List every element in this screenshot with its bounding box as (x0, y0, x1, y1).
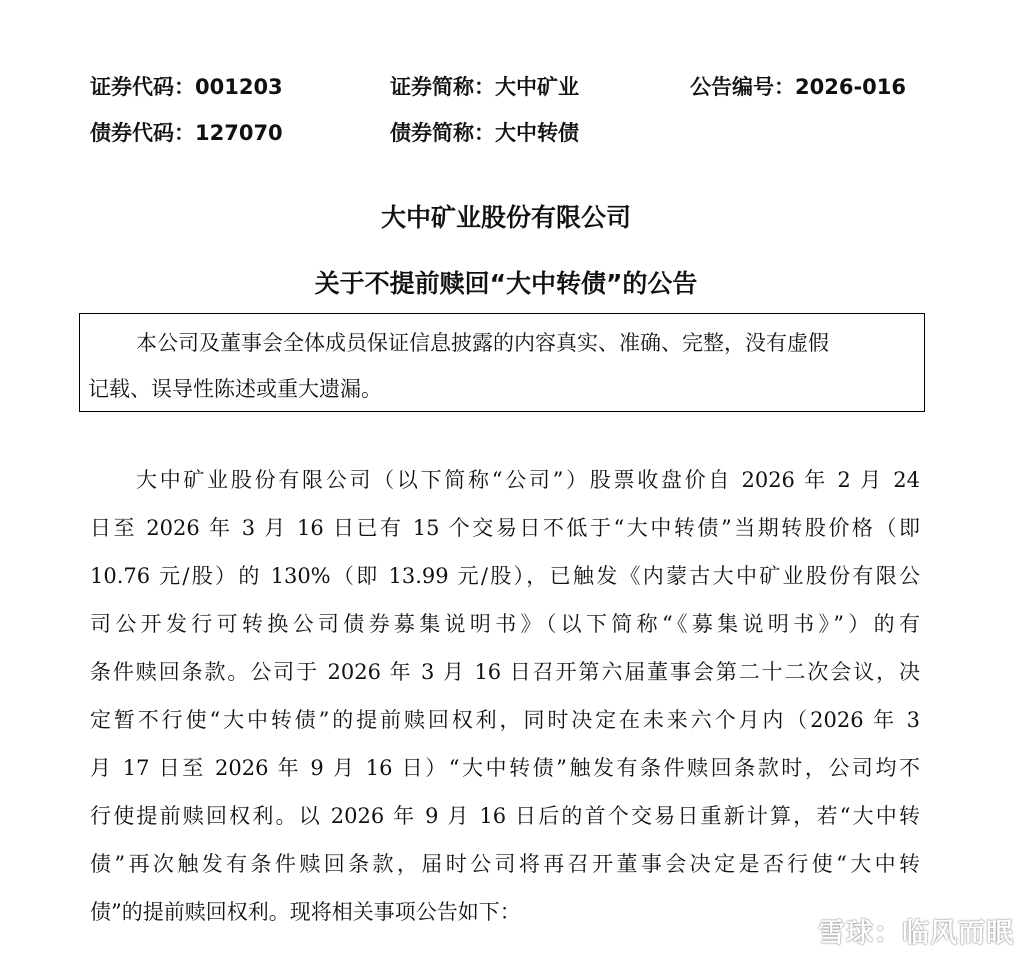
announcement-number: 公告编号：2026-016 (690, 75, 906, 99)
paragraph-line: 定暂不行使“大中转债”的提前赎回权利，同时决定在未来六个月内（2026 年 3 (90, 708, 920, 732)
stock-code: 证券代码：001203 (90, 75, 283, 99)
company-title: 大中矿业股份有限公司 (380, 203, 631, 232)
paragraph-line: 债”再次触发有条件赎回条款，届时公司将再召开董事会决定是否行使“大中转 (90, 852, 920, 876)
watermark (776, 906, 1014, 954)
watermark-text: 雪球：临风而眠 (818, 917, 1014, 949)
disclaimer-box (79, 313, 925, 412)
paragraph-line: 债”的提前赎回权利。现将相关事项公告如下： (90, 900, 521, 924)
disclaimer-line: 本公司及董事会全体成员保证信息披露的内容真实、准确、完整，没有虚假 (136, 331, 829, 355)
bond-code: 债券代码：127070 (90, 121, 283, 145)
announcement-title: 关于不提前赎回“大中转债”的公告 (314, 269, 698, 298)
paragraph-line: 大中矿业股份有限公司（以下简称“公司”）股票收盘价自 2026 年 2 月 24 (136, 468, 920, 492)
bond-abbreviation: 债券简称：大中转债 (390, 121, 579, 145)
paragraph-line: 日至 2026 年 3 月 16 日已有 15 个交易日不低于“大中转债”当期转股价格（即 (90, 516, 920, 540)
paragraph-line: 月 17 日至 2026 年 9 月 16 日）“大中转债”触发有条件赎回条款时，公司均不 (90, 756, 920, 780)
snowball-logo-icon (776, 913, 810, 947)
paragraph-line: 10.76 元/股）的 130%（即 13.99 元/股），已触发《内蒙古大中矿业股份有限公 (90, 564, 920, 588)
disclaimer-line: 记载、误导性陈述或重大遗漏。 (88, 377, 382, 401)
header-row-bond (0, 113, 1032, 153)
paragraph-line: 司公开发行可转换公司债券募集说明书》（以下简称“《募集说明书》”）的有 (90, 612, 920, 636)
paragraph-line: 条件赎回条款。公司于 2026 年 3 月 16 日召开第六届董事会第二十二次会议，决 (90, 660, 920, 684)
paragraph-line: 行使提前赎回权利。以 2026 年 9 月 16 日后的首个交易日重新计算，若“大中转 (90, 804, 920, 828)
header-row-stock (0, 67, 1032, 107)
stock-abbreviation: 证券简称：大中矿业 (390, 75, 579, 99)
